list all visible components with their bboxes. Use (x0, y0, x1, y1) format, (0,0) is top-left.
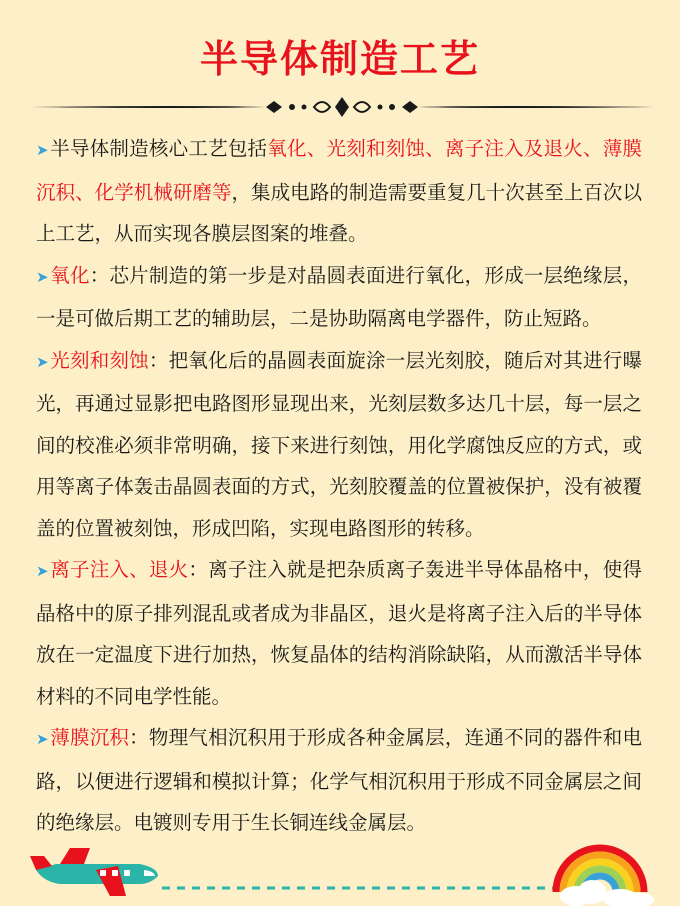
intro-paragraph (36, 128, 642, 255)
section-body: 芯片制造的第一步是对晶圆表面进行氧化，形成一层绝缘层，一是可做后期工艺的辅助层，二是协助隔离电学器件，防止短路。 (36, 263, 642, 330)
ornamental-divider (30, 96, 654, 118)
intro-highlight: 氧化、光刻和刻蚀、离子注入及退火、薄膜沉积、化学机械研磨等 (36, 137, 642, 204)
footer-decoration (0, 840, 680, 906)
section-heading: 薄膜沉积 (50, 726, 130, 749)
bullet-arrow-icon: ➤ (36, 730, 49, 748)
bullet-arrow-icon: ➤ (36, 352, 49, 371)
heading-colon: ： (148, 348, 169, 372)
section-ion-implant-anneal (36, 549, 642, 717)
section-lithography-etching (36, 340, 642, 550)
bullet-arrow-icon: ➤ (36, 562, 49, 580)
rainbow-icon (556, 848, 654, 906)
heading-colon: ： (129, 726, 149, 749)
article-body (36, 128, 642, 844)
intro-text: 半导体制造核心工艺包括 (50, 137, 268, 160)
bullet-arrow-icon: ➤ (36, 267, 49, 286)
section-heading: 氧化 (50, 263, 90, 287)
airplane-icon (30, 848, 158, 896)
section-body: 把氧化后的晶圆表面旋涂一层光刻胶，随后对其进行曝光，再通过显影把电路图形显现出来，光刻层数多达几十层，每一层之间的校准必须非常明确，接下来进行刻蚀，用化学腐蚀反应的方式，或用等离子体轰击晶圆表面的方式，光刻胶覆盖的位置被保护，没有被覆盖的位置被刻蚀，形成凹陷，实现电路图形的转移。 (36, 348, 642, 540)
section-oxidation (36, 255, 642, 340)
section-heading: 光刻和刻蚀 (50, 348, 149, 372)
section-body: 离子注入就是把杂质离子轰进半导体晶格中，使得晶格中的原子排列混乱或者成为非晶区，退火是将离子注入后的半导体放在一定温度下进行加热，恢复晶体的结构消除缺陷，从而激活半导体材料的不同电学性能。 (36, 558, 642, 708)
bullet-arrow-icon: ➤ (36, 141, 49, 159)
page-title: 半导体制造工艺 (199, 37, 480, 81)
section-heading: 离子注入、退火 (50, 558, 189, 581)
heading-colon: ： (188, 558, 209, 581)
section-thin-film-deposition (36, 717, 642, 844)
intro-rest: ，集成电路的制造需要重复几十次甚至上百次以上工艺，从而实现各膜层图案的堆叠。 (36, 180, 642, 245)
heading-colon: ： (89, 263, 110, 287)
section-body: 物理气相沉积用于形成各种金属层，连通不同的器件和电路，以便进行逻辑和模拟计算；化学气相沉积用于形成不同金属层之间的绝缘层。电镀则专用于生长铜连线金属层。 (36, 726, 642, 834)
